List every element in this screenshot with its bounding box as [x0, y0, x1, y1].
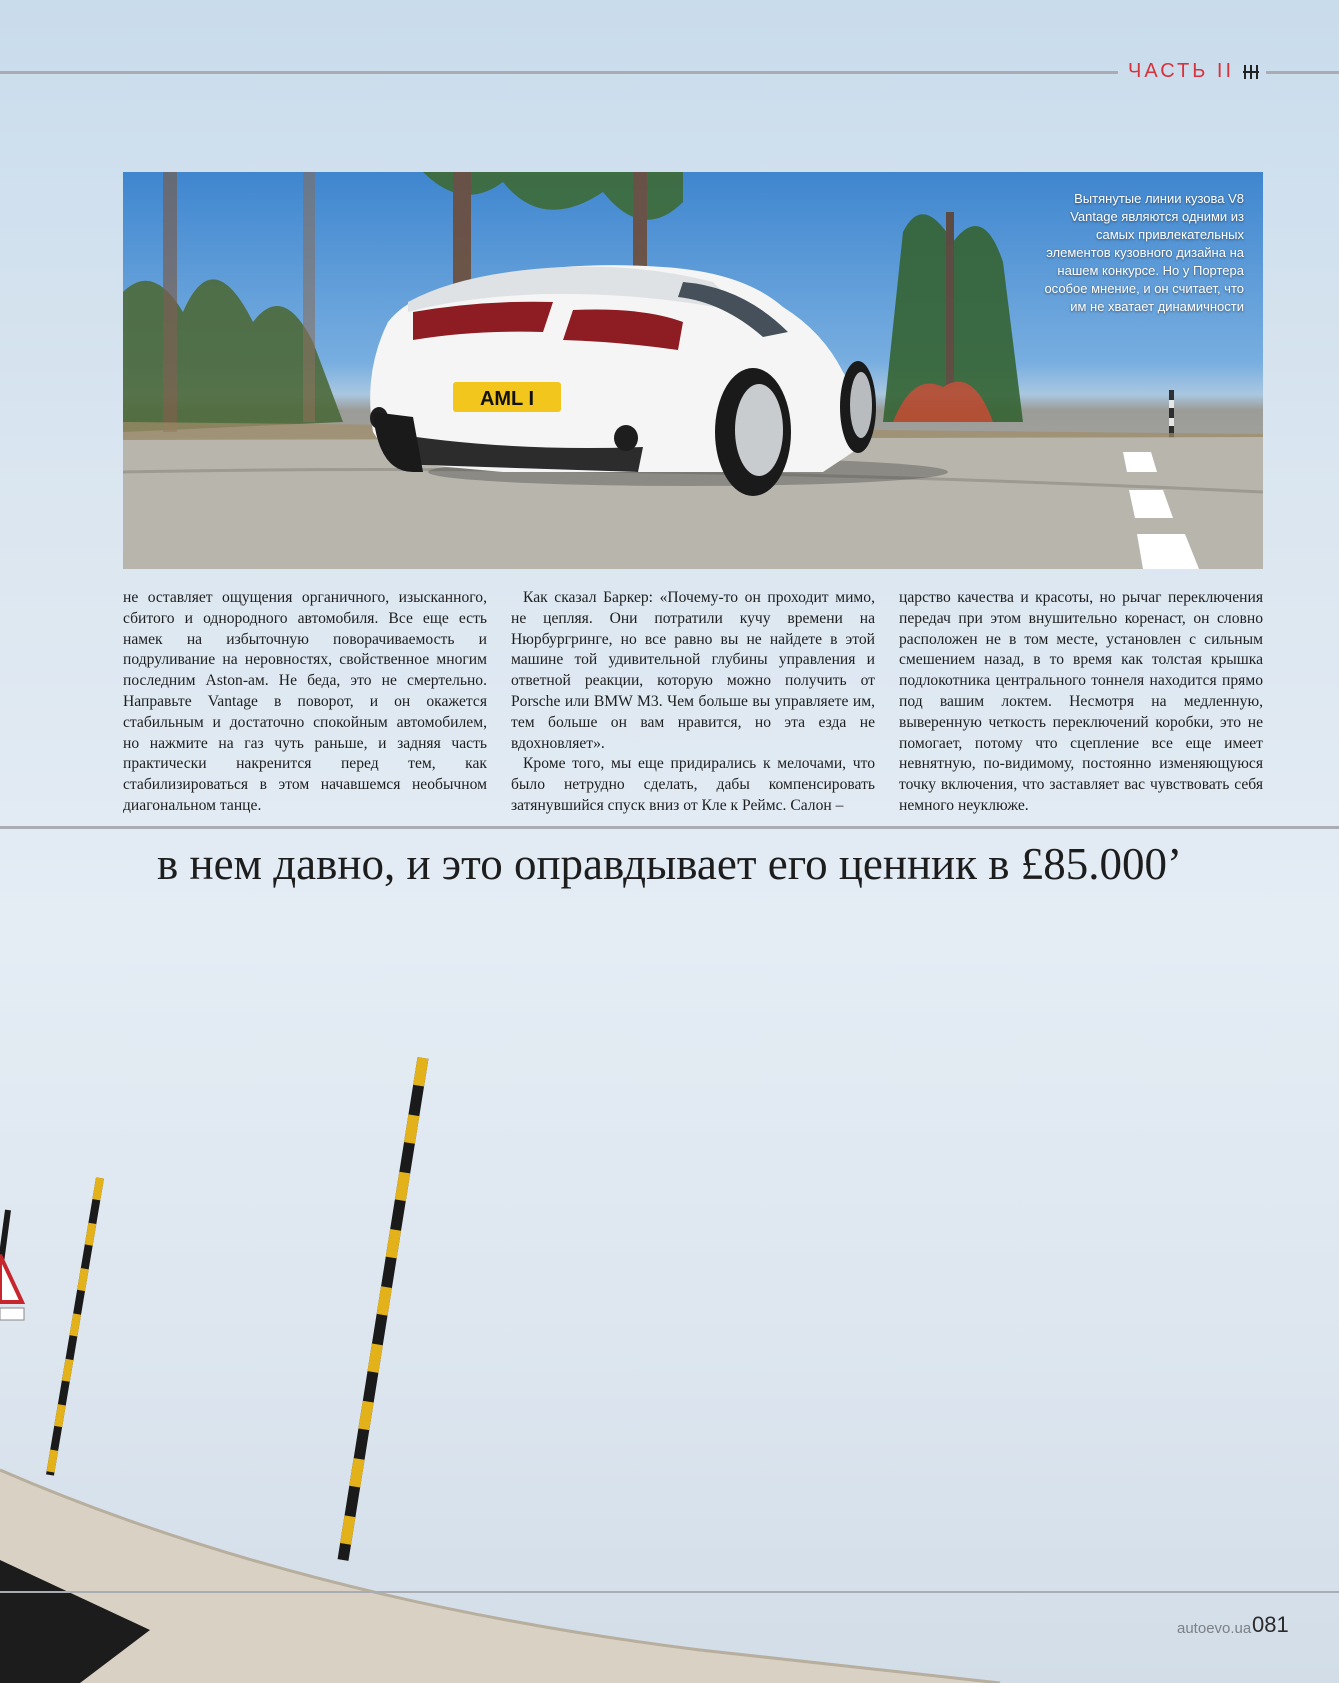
header-rule-left [0, 71, 1118, 74]
paragraph: не оставляет ощущения органичного, изысканного, сбитого и однородного автомобиля. Все еще есть намек на избыточную поворачиваемость и подруливание на неровностях, свойственное многим последним Aston-ам. Не беда, это не смертельно. Направьте Vantage в поворот, и он окажется стабильным и достаточно спокойным автомобилем, но нажмите на газ чуть раньше, и задняя часть практически накренится перед тем, как стабилизироваться в этом начавшемся необычном диагональном танце. [123, 589, 487, 814]
warning-sign [0, 1255, 24, 1320]
license-plate: AML I [479, 388, 535, 410]
paragraph: Кроме того, мы еще придирались к мелочами, что было нетрудно сделать, дабы компенсировать затянувшийся спуск вниз от Кле к Реймс. Салон – [511, 755, 875, 814]
page-number: 081 [1252, 1612, 1289, 1637]
text-column-1 [123, 588, 487, 817]
pull-quote: в нем давно, и это оправдывает его ценник в £85.000’ [157, 839, 1182, 889]
pole-1 [343, 1058, 423, 1560]
section-label: ЧАСТЬ II [1128, 60, 1235, 82]
pole-2 [50, 1178, 100, 1475]
road-poles-illustration [0, 1040, 1339, 1683]
paragraph: царство качества и красоты, но рычаг переключения передач при этом внушительно коренаст, он словно расположен не в том месте, установлен с сильным смешением назад, в то время как толстая крышка подлокотника центрального тоннеля находится прямо под вашим локтем. Несмотря на медленную, выверенную четкость переключений коробки, это не помогает, потому что сцепление все еще имеет невнятную, по-видимому, постоянно изменяющуюся точку включения, что заставляет вас чувствовать себя немного неуклюже. [899, 589, 1263, 814]
footer-rule [0, 1591, 1339, 1593]
paragraph: Как сказал Баркер: «Почему-то он проходит мимо, не цепляя. Они потратили кучу времени на Нюрбургринге, но все равно вы не найдете в этой машине той удивительной глубины управления и ответной реакции, которую можно получить от Porsche или BMW M3. Чем больше вы управляете им, тем больше он вам нравится, но эта езда не вдохновляет». [511, 589, 875, 752]
header-rule-right [1266, 71, 1339, 74]
text-column-2 [511, 588, 875, 817]
text-column-3 [899, 588, 1263, 817]
section-header [1128, 60, 1260, 83]
car-photo [123, 172, 1263, 569]
gearshift-icon [1242, 63, 1260, 81]
pullquote-rule [0, 826, 1339, 829]
photo-caption: Вытянутые линии кузова V8 Vantage являются одними из самых привлекательных элементов кузовного дизайна на нашем конкурсе. Но у Портера особое мнение, и он считает, что им не хватает динамичности [1044, 191, 1244, 314]
footer-site: autoevo.ua [1177, 1620, 1252, 1637]
